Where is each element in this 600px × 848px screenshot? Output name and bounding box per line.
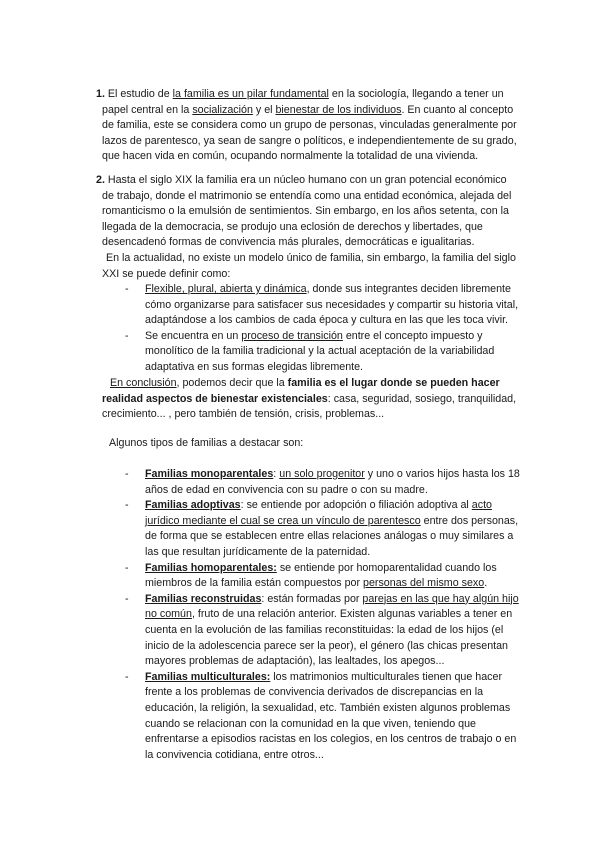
list-item: - Familias adoptivas: se entiende por adopción o filiación adoptiva al acto jurídico mediante el cual se crea un vínculo de parentesco entre dos personas, de forma que se establecen entre ellas relaciones análogas o muy similares a las que resultan jurídicamente de la paternidad. xyxy=(125,499,519,558)
list-item: - Flexible, plural, abierta y dinámica, donde sus integrantes deciden libremente cómo organizarse para satisfacer sus necesidades y compartir su historia vital, adaptándose a los cambios de cada época y cultura en las que les toca vivir. xyxy=(125,283,519,327)
list-item: - Familias monoparentales: un solo progenitor y uno o varios hijos hasta los 18 años de edad en convivencia con su padre o con su madre. xyxy=(125,468,520,496)
underlined-term: la familia es un pilar fundamental xyxy=(172,88,329,100)
paragraph-2-number: 2. xyxy=(96,174,105,186)
list-item: - Familias homoparentales: se entiende por homoparentalidad cuando los miembros de la familia están compuestos por personas del mismo sexo. xyxy=(125,561,497,590)
family-types-list xyxy=(125,467,525,763)
paragraph-1-number: 1. xyxy=(96,88,105,100)
definition-list xyxy=(125,282,525,376)
paragraph-3: En la actualidad, no existe un modelo único de familia, sin embargo, la familia del siglo XXI se puede definir como: xyxy=(102,252,516,280)
paragraph-conclusion: En conclusión, podemos decir que la familia es el lugar donde se pueden hacer realidad aspectos de bienestar existenciales: casa, seguridad, sosiego, tranquilidad, crecimiento... , pero también de tensión, crisis, problemas... xyxy=(102,377,517,421)
underlined-term: bienestar de los individuos xyxy=(275,103,402,116)
list-item: - Familias multiculturales: los matrimonios multiculturales tienen que hacer frente a los problemas de convivencia derivados de discrepancias en la educación, la religión, la sexualidad, etc. También existen algunos problemas cuando se relacionan con la comunidad en la que viven, teniendo que enfrentarse a episodios racistas en los colegios, en los centros de trabajo o en la convivencia cotidiana, entre otros... xyxy=(125,670,517,761)
list-item: - Familias reconstruidas: están formadas por parejas en las que hay algún hijo no común, fruto de una relación anterior. Existen algunas variables a tener en cuenta en la evolución de las familias reconstituidas: la edad de los hijos (el inicio de la adolescencia parece ser la peor), el género (las chicas presentan mayores problemas de adaptación), las lealtades, los apegos... xyxy=(125,592,519,668)
paragraph-types-intro: Algunos tipos de familias a destacar son: xyxy=(109,437,304,449)
paragraph-1: 1. El estudio de la familia es un pilar fundamental en la sociología, llegando a tener un papel central en la socialización y el bienestar de los individuos. En cuanto al concepto de familia, este se considera como un grupo de personas, vinculadas generalmente por lazos de parentesco, ya sean de sangre o políticos, e independientemente de su grado, que hacen vida en común, ocupando normalmente la totalidad de una vivienda. xyxy=(96,88,517,163)
paragraph-2: 2. Hasta el siglo XIX la familia era un núcleo humano con un gran potencial económico de trabajo, donde el matrimonio se entendía como una entidad económica, alejada del romanticismo o la emulsión de sentimientos. Sin embargo, en los años setenta, con la llegada de la democracia, se produjo una eclosión de derechos y libertades, que desencadenó formas de convivencia más plurales, democráticas e igualitarias. xyxy=(96,174,512,249)
underlined-term: socialización xyxy=(192,103,253,116)
list-item: - Se encuentra en un proceso de transición entre el concepto impuesto y monolítico de la familia tradicional y la actual aceptación de la variabilidad adaptativa en sus formas elegidas libremente. xyxy=(125,329,495,373)
